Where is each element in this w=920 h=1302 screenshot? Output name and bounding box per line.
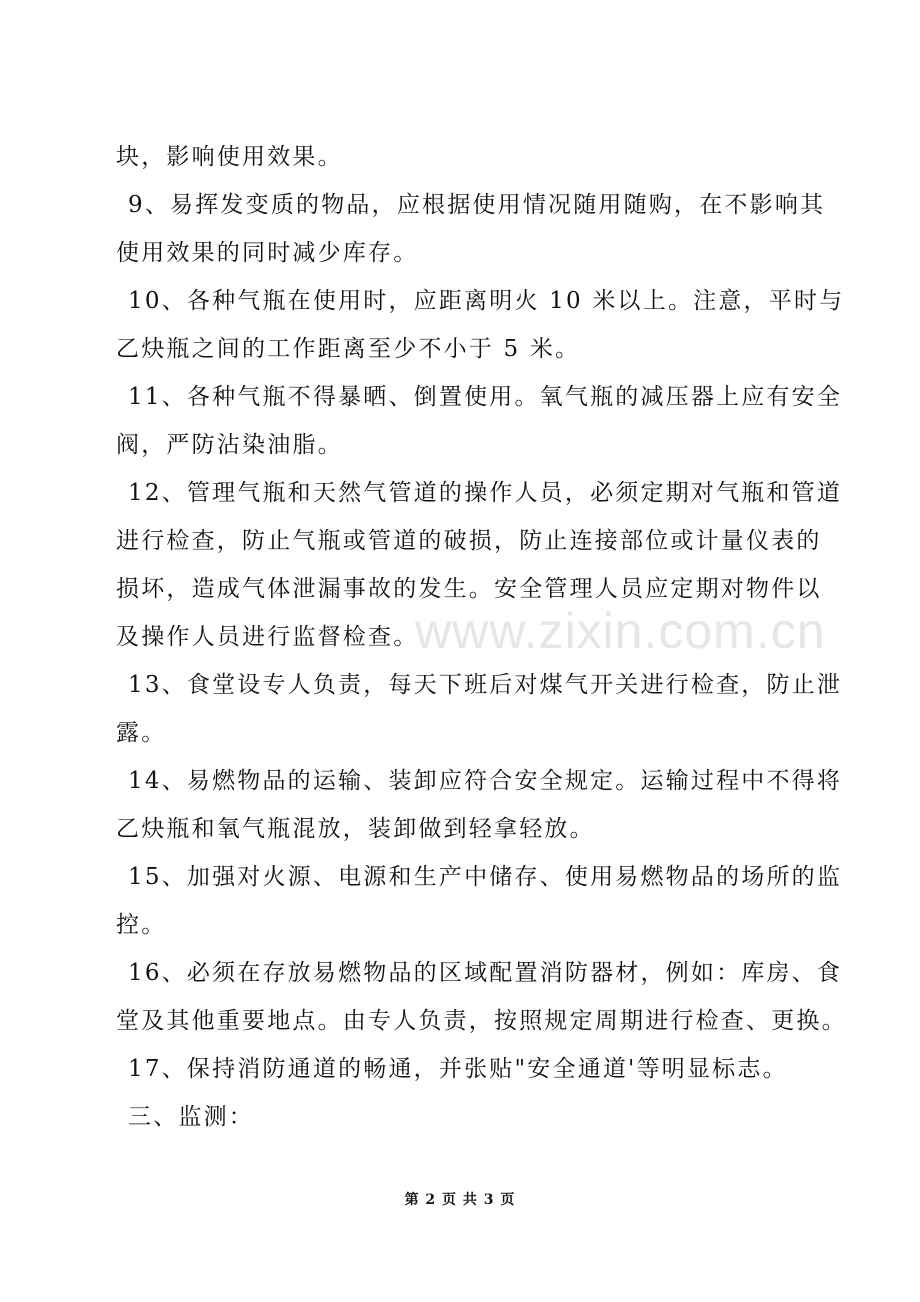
text-line: 12、管理气瓶和天然气管道的操作人员，必须定期对气瓶和管道 bbox=[128, 480, 843, 506]
text-line: 块，影响使用效果。 bbox=[116, 144, 343, 170]
text-line: 使用效果的同时减少库存。 bbox=[116, 240, 419, 266]
text-line: 阀，严防沾染油脂。 bbox=[116, 432, 343, 458]
text-line: 露。 bbox=[116, 720, 167, 746]
text-line: 9、易挥发变质的物品，应根据使用情况随用随购，在不影响其 bbox=[128, 192, 826, 218]
text-line: 13、食堂设专人负责，每天下班后对煤气开关进行检查，防止泄 bbox=[128, 672, 843, 698]
watermark: www.zixin.com.cn bbox=[415, 603, 826, 659]
text-line: 10、各种气瓶在使用时，应距离明火 10 米以上。注意，平时与 bbox=[128, 288, 845, 314]
text-line: 16、必须在存放易燃物品的区域配置消防器材，例如：库房、食 bbox=[128, 960, 843, 986]
text-line: 堂及其他重要地点。由专人负责，按照规定周期进行检查、更换。 bbox=[116, 1008, 847, 1034]
page-footer: 第 2 页 共 3 页 bbox=[404, 1192, 516, 1208]
text-line: 17、保持消防通道的畅通，并张贴"安全通道'等明显标志。 bbox=[128, 1056, 788, 1082]
text-line: 乙炔瓶和氧气瓶混放，装卸做到轻拿轻放。 bbox=[116, 816, 595, 842]
section-heading: 三、监测： bbox=[128, 1104, 254, 1130]
text-line: 乙炔瓶之间的工作距离至少不小于 5 米。 bbox=[116, 336, 581, 362]
text-line: 14、易燃物品的运输、装卸应符合安全规定。运输过程中不得将 bbox=[128, 768, 843, 794]
text-line: 及操作人员进行监督检查。 bbox=[116, 624, 419, 650]
text-line: 损坏，造成气体泄漏事故的发生。安全管理人员应定期对物件以 bbox=[116, 576, 822, 602]
text-line: 控。 bbox=[116, 912, 167, 938]
text-line: 进行检查，防止气瓶或管道的破损，防止连接部位或计量仪表的 bbox=[116, 528, 822, 554]
text-line: 15、加强对火源、电源和生产中储存、使用易燃物品的场所的监 bbox=[128, 864, 843, 890]
text-line: 11、各种气瓶不得暴晒、倒置使用。氧气瓶的减压器上应有安全 bbox=[128, 384, 843, 410]
